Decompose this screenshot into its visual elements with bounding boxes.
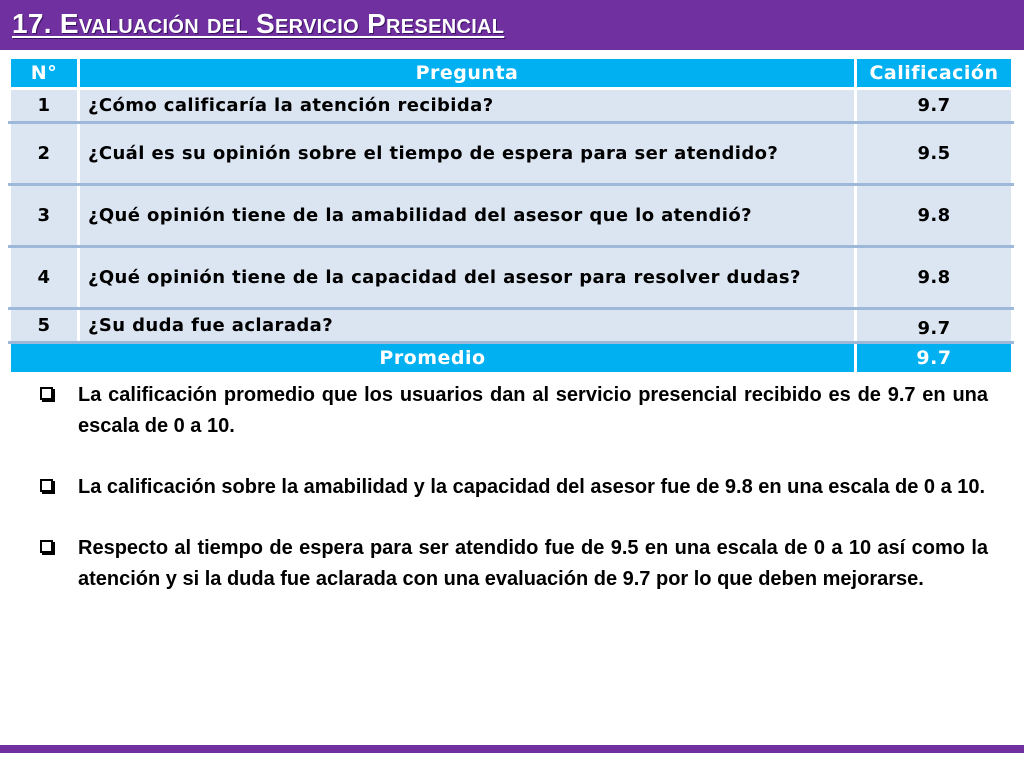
footer-score: 9.7: [856, 343, 1013, 374]
table-footer-row: [10, 343, 1013, 374]
evaluation-table: [8, 56, 1014, 375]
bottom-bar: [0, 745, 1024, 753]
row-score: 9.5: [856, 123, 1013, 185]
checkbox-bullet-icon: [40, 540, 53, 553]
table-header-row: [10, 58, 1013, 89]
header-num: N°: [10, 58, 79, 89]
page-title: 17. Evaluación del Servicio Presencial: [12, 8, 505, 39]
table-row: [10, 89, 1013, 123]
row-score: 9.8: [856, 185, 1013, 247]
row-num: 2: [10, 123, 79, 185]
title-bar: [0, 0, 1024, 50]
checkbox-bullet-icon: [40, 387, 53, 400]
row-question: ¿Su duda fue aclarada?: [79, 309, 856, 343]
footer-label: Promedio: [10, 343, 856, 374]
list-item: [38, 472, 988, 503]
header-question: Pregunta: [79, 58, 856, 89]
row-score: 9.8: [856, 247, 1013, 309]
row-score: 9.7: [856, 309, 1013, 343]
table-row: [10, 309, 1013, 343]
row-num: 5: [10, 309, 79, 343]
header-score: Calificación: [856, 58, 1013, 89]
conclusions-list: [38, 380, 988, 625]
bullet-text: Respecto al tiempo de espera para ser atendido fue de 9.5 en una escala de 0 a 10 así como la atención y si la duda fue aclarada con una evaluación de 9.7 por lo que deben mejorarse.: [78, 537, 988, 590]
row-num: 3: [10, 185, 79, 247]
row-question: ¿Cuál es su opinión sobre el tiempo de espera para ser atendido?: [79, 123, 856, 185]
list-item: [38, 380, 988, 442]
checkbox-bullet-icon: [40, 479, 53, 492]
bullet-text: La calificación promedio que los usuarios dan al servicio presencial recibido es de 9.7 en una escala de 0 a 10.: [78, 384, 988, 437]
bullet-text: La calificación sobre la amabilidad y la capacidad del asesor fue de 9.8 en una escala de 0 a 10.: [78, 476, 986, 498]
table-row: [10, 247, 1013, 309]
table-row: [10, 185, 1013, 247]
list-item: [38, 533, 988, 595]
row-question: ¿Qué opinión tiene de la capacidad del asesor para resolver dudas?: [79, 247, 856, 309]
row-question: ¿Qué opinión tiene de la amabilidad del asesor que lo atendió?: [79, 185, 856, 247]
row-score: 9.7: [856, 89, 1013, 123]
row-question: ¿Cómo calificaría la atención recibida?: [79, 89, 856, 123]
table-row: [10, 123, 1013, 185]
row-num: 4: [10, 247, 79, 309]
row-num: 1: [10, 89, 79, 123]
